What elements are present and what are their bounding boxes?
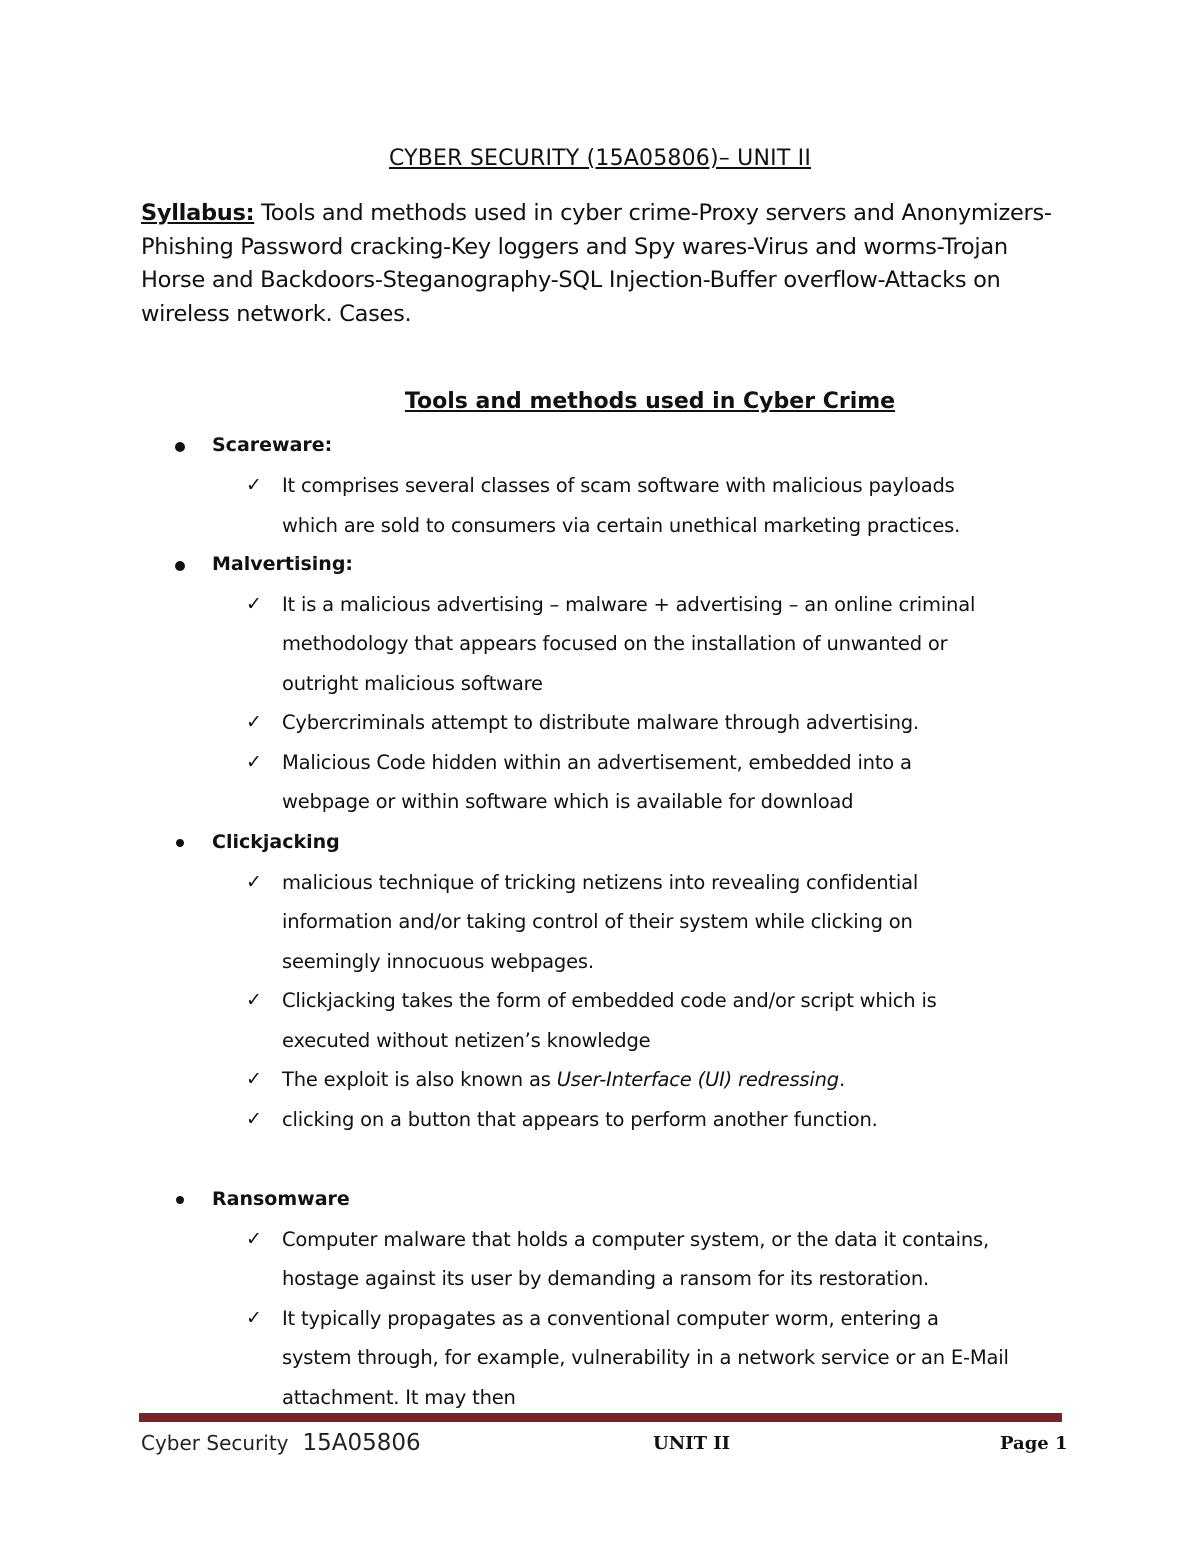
item-label-clickjacking: Clickjacking — [212, 831, 340, 853]
item-label-malvertising: Malvertising: — [212, 553, 354, 575]
checkmark-icon: ✓ — [246, 989, 262, 1011]
section-heading: Tools and methods used in Cyber Crime — [404, 389, 896, 414]
footer-course-name: Cyber Security — [141, 1431, 289, 1455]
list-item-text: executed without netizen’s knowledge — [282, 1029, 651, 1052]
syllabus-text: Tools and methods used in cyber crime-Proxy servers and Anonymizers-Phishing Password cracking-Key loggers and Spy wares-Virus and worms-Trojan Horse and Backdoors-Steganography-SQL Injection-Buffer overflow-Attacks on wireless network. Cases. — [141, 200, 1052, 327]
syllabus-label: Syllabus: — [141, 200, 255, 226]
page-title: CYBER SECURITY (15A05806)– UNIT II — [388, 146, 812, 171]
checkmark-icon: ✓ — [246, 593, 262, 615]
footer-course-code: 15A05806 — [302, 1430, 421, 1456]
list-item-text: system through, for example, vulnerability in a network service or an E-Mail — [282, 1346, 1009, 1369]
list-item-text: hostage against its user by demanding a ransom for its restoration. — [282, 1267, 929, 1290]
list-item-text: which are sold to consumers via certain unethical marketing practices. — [282, 514, 961, 537]
list-item-text: outright malicious software — [282, 672, 543, 695]
checkmark-icon: ✓ — [246, 711, 262, 733]
list-item-text: Cybercriminals attempt to distribute malware through advertising. — [282, 711, 919, 734]
list-item-text: It typically propagates as a conventional computer worm, entering a — [282, 1307, 939, 1330]
list-item-text: seemingly innocuous webpages. — [282, 950, 594, 973]
item-label-ransomware: Ransomware — [212, 1188, 350, 1210]
list-item-text: It comprises several classes of scam software with malicious payloads — [282, 474, 955, 497]
list-item-text: webpage or within software which is available for download — [282, 790, 854, 813]
list-item-text: malicious technique of tricking netizens into revealing confidential — [282, 871, 919, 894]
list-item-text — [282, 1068, 845, 1091]
bullet-icon — [175, 561, 185, 571]
bullet-icon — [176, 1196, 184, 1204]
list-item-text: methodology that appears focused on the installation of unwanted or — [282, 632, 948, 655]
bullet-icon — [175, 442, 185, 452]
list-item-text: Computer malware that holds a computer system, or the data it contains, — [282, 1228, 989, 1251]
checkmark-icon: ✓ — [246, 474, 262, 496]
checkmark-icon: ✓ — [246, 871, 262, 893]
list-item-text: Malicious Code hidden within an advertisement, embedded into a — [282, 751, 912, 774]
list-item-text: It is a malicious advertising – malware + advertising – an online criminal — [282, 593, 976, 616]
footer-unit: UNIT II — [653, 1433, 731, 1454]
bullet-icon — [176, 839, 184, 847]
list-item-text-italic: User-Interface (UI) redressing — [556, 1068, 839, 1091]
checkmark-icon: ✓ — [246, 1307, 262, 1329]
checkmark-icon: ✓ — [246, 1108, 262, 1130]
list-item-text: information and/or taking control of their system while clicking on — [282, 910, 913, 933]
list-item-text-part: . — [838, 1068, 845, 1091]
checkmark-icon: ✓ — [246, 1068, 262, 1090]
checkmark-icon: ✓ — [246, 1228, 262, 1250]
checkmark-icon: ✓ — [246, 751, 262, 773]
syllabus-paragraph — [141, 197, 1066, 331]
footer-course — [141, 1430, 421, 1456]
list-item-text-part: The exploit is also known as — [282, 1068, 557, 1091]
item-label-scareware: Scareware: — [212, 434, 333, 456]
list-item-text: Clickjacking takes the form of embedded code and/or script which is — [282, 989, 937, 1012]
footer-divider — [139, 1413, 1062, 1422]
list-item-text: attachment. It may then — [282, 1386, 516, 1409]
list-item-text: clicking on a button that appears to perform another function. — [282, 1108, 878, 1131]
footer-page-number: Page 1 — [1000, 1433, 1068, 1454]
